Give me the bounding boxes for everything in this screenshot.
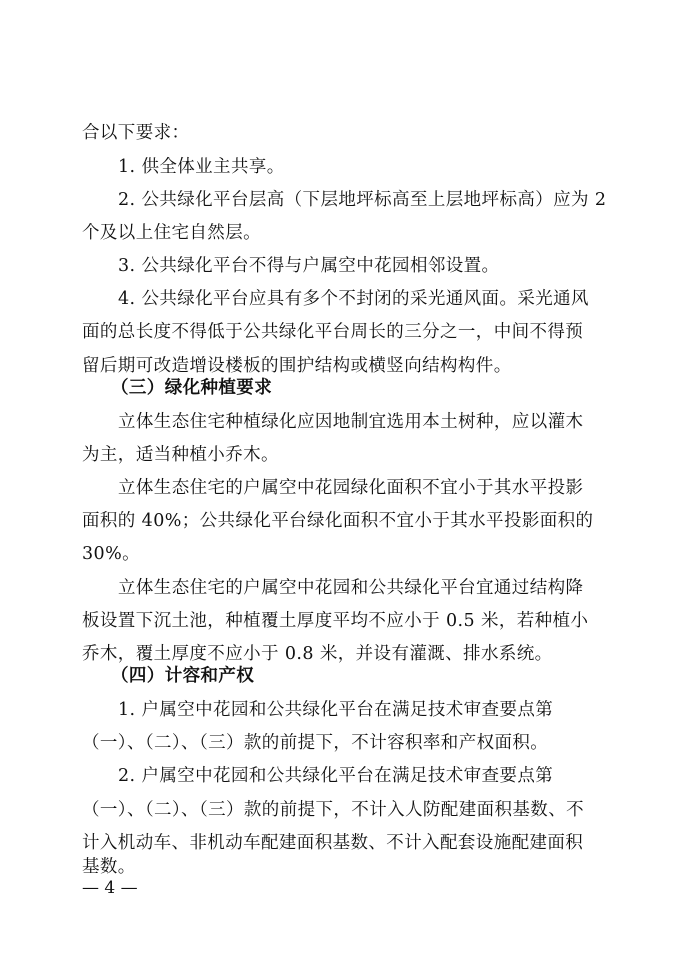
text-line: 面积的 40%；公共绿化平台绿化面积不宜小于其水平投影面积的 xyxy=(82,511,594,531)
paragraph-line: 立体生态住宅的户属空中花园和公共绿化平台宜通过结构降 xyxy=(118,578,584,598)
text-line: 合以下要求： xyxy=(82,123,190,143)
list-item-1: 1. 供全体业主共享。 xyxy=(118,157,285,177)
text-line: 30%。 xyxy=(82,544,140,564)
text-line: 基数。 xyxy=(82,857,136,877)
text-line: （一）、（二）、（三）款的前提下，不计容积率和产权面积。 xyxy=(82,733,549,753)
list-item-3: 3. 公共绿化平台不得与户属空中花园相邻设置。 xyxy=(118,256,500,276)
text-line: （一）、（二）、（三）款的前提下，不计入人防配建面积基数、不 xyxy=(82,800,584,820)
text-line: 板设置下沉土池，种植覆土厚度平均不应小于 0.5 米，若种植小 xyxy=(82,611,589,631)
list-item-2: 2. 公共绿化平台层高（下层地坪标高至上层地坪标高）应为 2 xyxy=(118,190,607,210)
list-item-1: 1. 户属空中花园和公共绿化平台在满足技术审查要点第 xyxy=(118,700,554,720)
list-item-2: 2. 户属空中花园和公共绿化平台在满足技术审查要点第 xyxy=(118,766,554,786)
section-heading-planting: （三）绿化种植要求 xyxy=(111,378,273,398)
text-line: 乔木，覆土厚度不应小于 0.8 米，并设有灌溉、排水系统。 xyxy=(82,644,553,664)
text-line: 计入机动车、非机动车配建面积基数、不计入配套设施配建面积 xyxy=(82,833,584,853)
list-item-4: 4. 公共绿化平台应具有多个不封闭的采光通风面。采光通风 xyxy=(118,289,589,309)
text-line: 面的总长度不得低于公共绿化平台周长的三分之一，中间不得预 xyxy=(82,322,584,342)
text-line: 个及以上住宅自然层。 xyxy=(82,223,261,243)
page-number: — 4 — xyxy=(82,878,138,898)
section-heading-area: （四）计容和产权 xyxy=(111,666,255,686)
paragraph-line: 立体生态住宅种植绿化应因地制宜选用本土树种，应以灌木 xyxy=(118,412,584,432)
paragraph-line: 立体生态住宅的户属空中花园绿化面积不宜小于其水平投影 xyxy=(118,478,584,498)
text-line: 留后期可改造增设楼板的围护结构或横竖向结构构件。 xyxy=(82,356,512,376)
text-line: 为主，适当种植小乔木。 xyxy=(82,445,279,465)
